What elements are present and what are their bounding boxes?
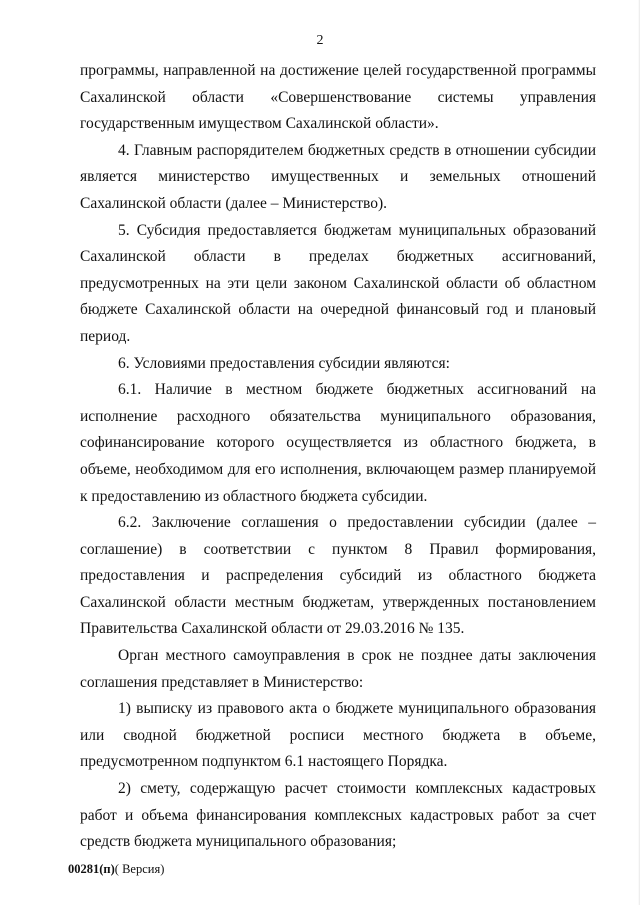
- paragraph-item-6: 6. Условиями предоставления субсидии являются:: [118, 354, 450, 372]
- paragraph-item-6-2: 6.2. Заключение соглашения о предоставлении субсидии (далее – соглашение) в соответствии с пунктом 8 Правил формирования, предоставления и распределения субсидий из областного бюджета Сахалинской области местным бюджетам, утвержденных постановлением Правительства Сахалинской области от 29.03.2016 № 135.: [80, 514, 596, 638]
- page-number: 2: [316, 33, 324, 48]
- paragraph-item-4: 4. Главным распорядителем бюджетных средств в отношении субсидии является министерство имущественных и земельных отношений Сахалинской области (далее – Министерство).: [80, 141, 596, 212]
- paragraph-local-authority: Орган местного самоуправления в срок не позднее даты заключения соглашения представляет в Министерство:: [80, 647, 596, 691]
- paragraph-item-5: 5. Субсидия предоставляется бюджетам муниципальных образований Сахалинской области в пределах бюджетных ассигнований, предусмотренных на эти цели законом Сахалинской области об областном бюджете Сахалинской области на очередной финансовый год и плановый период.: [80, 221, 596, 345]
- document-footer: [68, 862, 164, 877]
- paragraph-subitem-2: 2) смету, содержащую расчет стоимости комплексных кадастровых работ и объема финансирования комплексных кадастровых работ за счет средств бюджета муниципального образования;: [80, 780, 596, 851]
- paragraph-subitem-1: 1) выписку из правового акта о бюджете муниципального образования или сводной бюджетной росписи местного бюджета в объеме, предусмотренном подпунктом 6.1 настоящего Порядка.: [80, 700, 596, 771]
- document-version: ( Версия): [114, 862, 165, 876]
- document-body: [80, 58, 596, 856]
- paragraph-item-6-1: 6.1. Наличие в местном бюджете бюджетных ассигнований на исполнение расходного обязательства муниципального образования, софинансирование которого осуществляется из областного бюджета, в объеме, необходимом для его исполнения, включающем размер планируемой к предоставлению из областного бюджета субсидии.: [80, 381, 596, 505]
- document-code: 00281(п): [68, 862, 115, 876]
- paragraph-program-continuation: программы, направленной на достижение целей государственной программы Сахалинской области «Совершенствование системы управления государственным имуществом Сахалинской области».: [80, 62, 596, 133]
